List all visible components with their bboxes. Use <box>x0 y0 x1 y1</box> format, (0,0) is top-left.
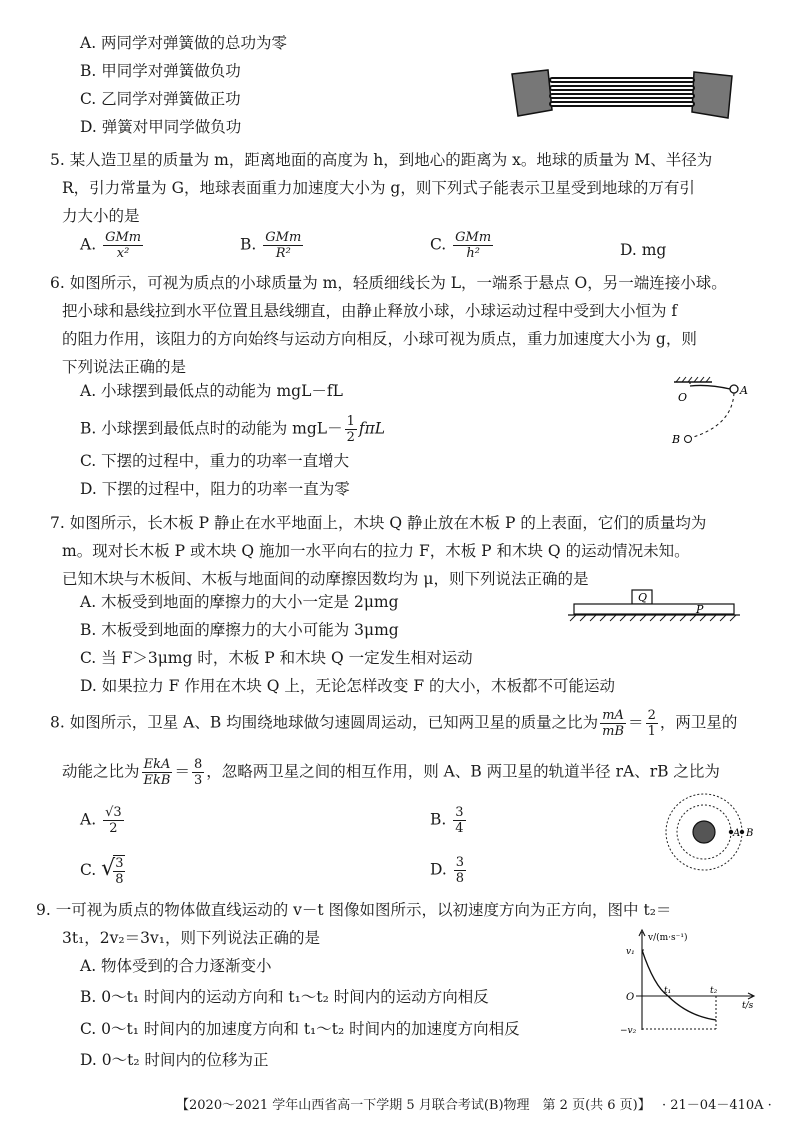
q8-stem-line2: 动能之比为 $\frac{\text{EkA}}{\text{EkB}}$ ＝ $\frac{8}{3}$ ，忽略两卫星之间的相互作用，则 A、B 两卫星的轨道半径 rA、rB 之比为 <box>62 757 720 788</box>
vt-graph-figure <box>612 926 762 1036</box>
board-label-p: P <box>696 603 704 616</box>
q9-option-a: A. 物体受到的合力逐渐变小 <box>80 957 272 975</box>
q9-stem-line2: 3t₁，2v₂＝3v₁，则下列说法正确的是 <box>62 929 320 947</box>
q4-option-a: A. 两同学对弹簧做的总功为零 <box>80 34 288 52</box>
q7-option-c: C. 当 F＞3μmg 时，木板 P 和木块 Q 一定发生相对运动 <box>80 649 473 667</box>
block-board-figure <box>568 589 740 625</box>
vt-y-axis-label: v/(m·s⁻¹) <box>648 933 688 943</box>
q9-stem-line1: 9. 一可视为质点的物体做直线运动的 v－t 图像如图所示，以初速度方向为正方向，图中 t₂＝ <box>36 901 672 919</box>
q8-option-a: A. $\frac{√3}{2}$ <box>80 805 122 836</box>
q5-option-d: D. mg <box>620 241 667 259</box>
vt-v1-label: v₁ <box>626 947 635 957</box>
pendulum-label-o: O <box>678 391 688 404</box>
vt-t1-label: t₁ <box>664 986 672 996</box>
block-label-q: Q <box>638 591 648 604</box>
q6-option-c: C. 下摆的过程中，重力的功率一直增大 <box>80 452 350 470</box>
q6-option-b: B. 小球摆到最低点时的动能为 mgL－ $\frac{1}{2}$ fπL <box>80 414 386 445</box>
q5-option-c: C. $\frac{\text{GMm}}{\text{h²}}$ <box>430 230 492 261</box>
q4-option-d: D. 弹簧对甲同学做负功 <box>80 118 242 136</box>
vt-origin-label: O <box>626 992 635 1003</box>
q6-stem-line4: 下列说法正确的是 <box>62 358 187 376</box>
pendulum-label-a: A <box>740 384 748 397</box>
q6-stem-line2: 把小球和悬线拉到水平位置且悬线绷直，由静止释放小球，小球运动过程中受到大小恒为 f <box>62 302 678 320</box>
q4-option-b: B. 甲同学对弹簧做负功 <box>80 62 241 80</box>
q7-option-a: A. 木板受到地面的摩擦力的大小一定是 2μmg <box>80 593 399 611</box>
q9-option-d: D. 0～t₂ 时间内的位移为正 <box>80 1051 269 1069</box>
q6-stem-line3: 的阻力作用，该阻力的方向始终与运动方向相反，小球可视为质点，重力加速度大小为 g，则 <box>62 330 697 348</box>
orbit-label-b: B <box>746 828 754 839</box>
q4-option-c: C. 乙同学对弹簧做正功 <box>80 90 241 108</box>
q7-stem-line1: 7. 如图所示，长木板 P 静止在水平地面上，木块 Q 静止放在木板 P 的上表面，它们的质量均为 <box>50 514 707 532</box>
q6-stem-line1: 6. 如图所示，可视为质点的小球质量为 m，轻质细线长为 L，一端系于悬点 O，另一端连接小球。 <box>50 274 727 292</box>
q5-stem-line1: 5. 某人造卫星的质量为 m，距离地面的高度为 h，到地心的距离为 x。地球的质量为 M、半径为 <box>50 151 713 169</box>
q8-option-c: C. √ $\frac{3}{8}$ <box>80 856 124 887</box>
q7-option-b: B. 木板受到地面的摩擦力的大小可能为 3μmg <box>80 621 399 639</box>
pendulum-label-b: B <box>672 433 681 446</box>
q5-option-b: B. $\frac{\text{GMm}}{\text{R²}}$ <box>240 230 302 261</box>
q9-option-c: C. 0～t₁ 时间内的加速度方向和 t₁～t₂ 时间内的加速度方向相反 <box>80 1020 520 1038</box>
spring-figure <box>508 66 738 122</box>
pendulum-figure <box>668 376 758 446</box>
q6-option-a: A. 小球摆到最低点的动能为 mgL－fL <box>80 382 343 400</box>
q9-option-b: B. 0～t₁ 时间内的运动方向和 t₁～t₂ 时间内的运动方向相反 <box>80 988 489 1006</box>
vt-x-axis-label: t/s <box>742 1001 754 1011</box>
page-footer: 【2020～2021 学年山西省高一下学期 5 月联合考试(B)物理 第 2 页(共 6 页)】 <box>176 1098 651 1113</box>
orbit-figure <box>660 792 760 872</box>
q8-option-d: D. $\frac{3}{8}$ <box>430 855 465 886</box>
q8-stem-line1: 8. 如图所示，卫星 A、B 均围绕地球做匀速圆周运动，已知两卫星的质量之比为 $\frac{mA}{mB}$ ＝ $\frac{2}{1}$ ，两卫星的 <box>50 708 738 739</box>
q5-option-a: A. $\frac{\text{GMm}}{\text{x²}}$ <box>80 230 142 261</box>
q8-option-b: B. $\frac{3}{4}$ <box>430 805 464 836</box>
q7-stem-line3: 已知木块与木板间、木板与地面间的动摩擦因数均为 μ，则下列说法正确的是 <box>62 570 589 588</box>
orbit-label-a: A <box>733 828 741 839</box>
vt-t2-label: t₂ <box>710 986 718 996</box>
q7-option-d: D. 如果拉力 F 作用在木块 Q 上，无论怎样改变 F 的大小，木板都不可能运动 <box>80 677 616 695</box>
q6-option-d: D. 下摆的过程中，阻力的功率一直为零 <box>80 480 350 498</box>
q7-stem-line2: m。现对长木板 P 或木块 Q 施加一水平向右的拉力 F，木板 P 和木块 Q 的运动情况未知。 <box>62 542 690 560</box>
q5-stem-line3: 力大小的是 <box>62 207 140 225</box>
page-code: · 21－04－410A · <box>662 1098 772 1113</box>
vt-v2-label: −v₂ <box>620 1026 637 1036</box>
q5-stem-line2: R，引力常量为 G，地球表面重力加速度大小为 g，则下列式子能表示卫星受到地球的万有引 <box>62 179 695 197</box>
